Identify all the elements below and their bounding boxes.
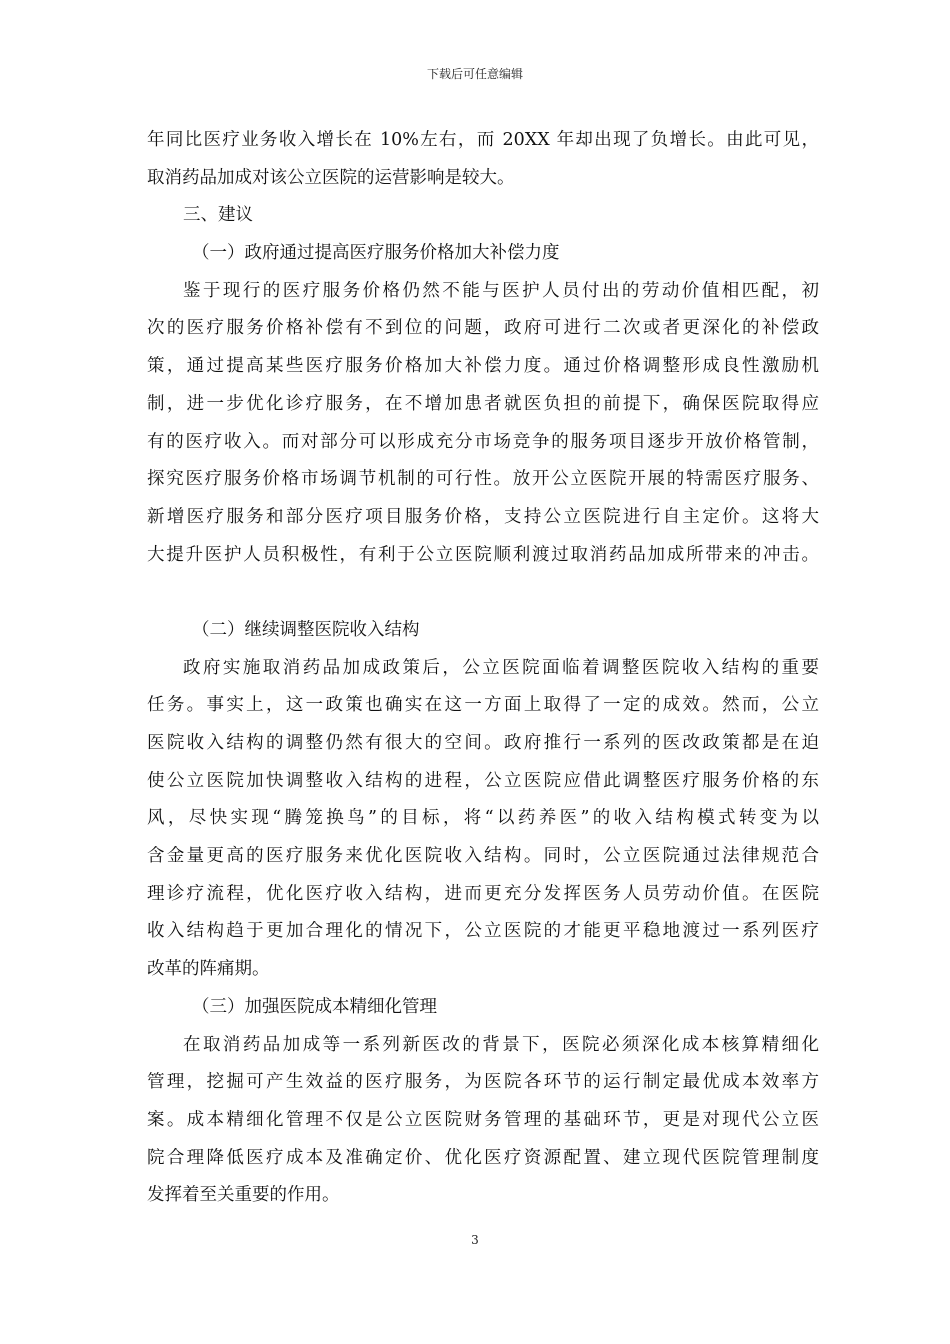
subsection-3-line-3: 案。成本精细化管理不仅是公立医院财务管理的基础环节，更是对现代公立医 <box>147 1109 819 1130</box>
section-title: 三、建议 <box>183 205 253 226</box>
subsection-2-line-4: 使公立医院加快调整收入结构的进程，公立医院应借此调整医疗服务价格的东 <box>147 770 819 791</box>
subsection-2-line-3: 医院收入结构的调整仍然有很大的空间。政府推行一系列的医改政策都是在迫 <box>147 733 819 753</box>
subsection-2-line-9: 改革的阵痛期。 <box>147 959 270 980</box>
subsection-2-line-1: 政府实施取消药品加成政策后，公立医院面临着调整医院收入结构的重要 <box>183 657 819 678</box>
subsection-2-line-6: 含金量更高的医疗服务来优化医院收入结构。同时，公立医院通过法律规范合 <box>147 846 819 867</box>
subsection-2-line-2: 任务。事实上，这一政策也确实在这一方面上取得了一定的成效。然而，公立 <box>147 695 819 716</box>
subsection-3-line-1: 在取消药品加成等一系列新医改的背景下，医院必须深化成本核算精细化 <box>183 1034 819 1055</box>
subsection-1-line-6: 探究医疗服务价格市场调节机制的可行性。放开公立医院开展的特需医疗服务、 <box>147 469 819 490</box>
subsection-1-line-8: 大提升医护人员积极性，有利于公立医院顺利渡过取消药品加成所带来的冲击。 <box>147 544 819 565</box>
subsection-2-heading: （二）继续调整医院收入结构 <box>192 619 420 640</box>
subsection-2-line-7: 理诊疗流程，优化医疗收入结构，进而更充分发挥医务人员劳动价值。在医院 <box>147 883 819 904</box>
subsection-3-line-4: 院合理降低医疗成本及准确定价、优化医疗资源配置、建立现代医院管理制度 <box>147 1147 819 1168</box>
subsection-1-line-1: 鉴于现行的医疗服务价格仍然不能与医护人员付出的劳动价值相匹配，初 <box>183 280 819 301</box>
subsection-3-heading: （三）加强医院成本精细化管理 <box>192 996 437 1017</box>
subsection-3-line-2: 管理，挖掘可产生效益的医疗服务，为医院各环节的运行制定最优成本效率方 <box>147 1072 819 1093</box>
page-header: 下载后可任意编辑 <box>426 67 523 81</box>
subsection-1-line-2: 次的医疗服务价格补偿有不到位的问题，政府可进行二次或者更深化的补偿政 <box>147 318 819 339</box>
subsection-1-line-3: 策，通过提高某些医疗服务价格加大补偿力度。通过价格调整形成良性激励机 <box>147 356 819 377</box>
intro-line-1: 年同比医疗业务收入增长在 10%左右，而 20XX 年却出现了负增长。由此可见， <box>147 130 819 150</box>
paragraph-gap <box>147 574 819 612</box>
subsection-2-line-5: 风，尽快实现“腾笼换鸟”的目标，将“以药养医”的收入结构模式转变为以 <box>147 808 819 829</box>
subsection-3-line-5: 发挥着至关重要的作用。 <box>147 1185 340 1206</box>
intro-line-2: 取消药品加成对该公立医院的运营影响是较大。 <box>147 167 515 188</box>
subsection-1-line-5: 有的医疗收入。而对部分可以形成充分市场竞争的服务项目逐步开放价格管制， <box>147 431 819 452</box>
subsection-2-line-8: 收入结构趋于更加合理化的情况下，公立医院的才能更平稳地渡过一系列医疗 <box>147 921 819 942</box>
subsection-1-line-7: 新增医疗服务和部分医疗项目服务价格，支持公立医院进行自主定价。这将大 <box>147 506 819 527</box>
document-body <box>147 122 819 1215</box>
subsection-1-heading: （一）政府通过提高医疗服务价格加大补偿力度 <box>192 243 560 264</box>
page-number: 3 <box>471 1233 479 1247</box>
subsection-1-line-4: 制，进一步优化诊疗服务，在不增加患者就医负担的前提下，确保医院取得应 <box>147 393 819 414</box>
